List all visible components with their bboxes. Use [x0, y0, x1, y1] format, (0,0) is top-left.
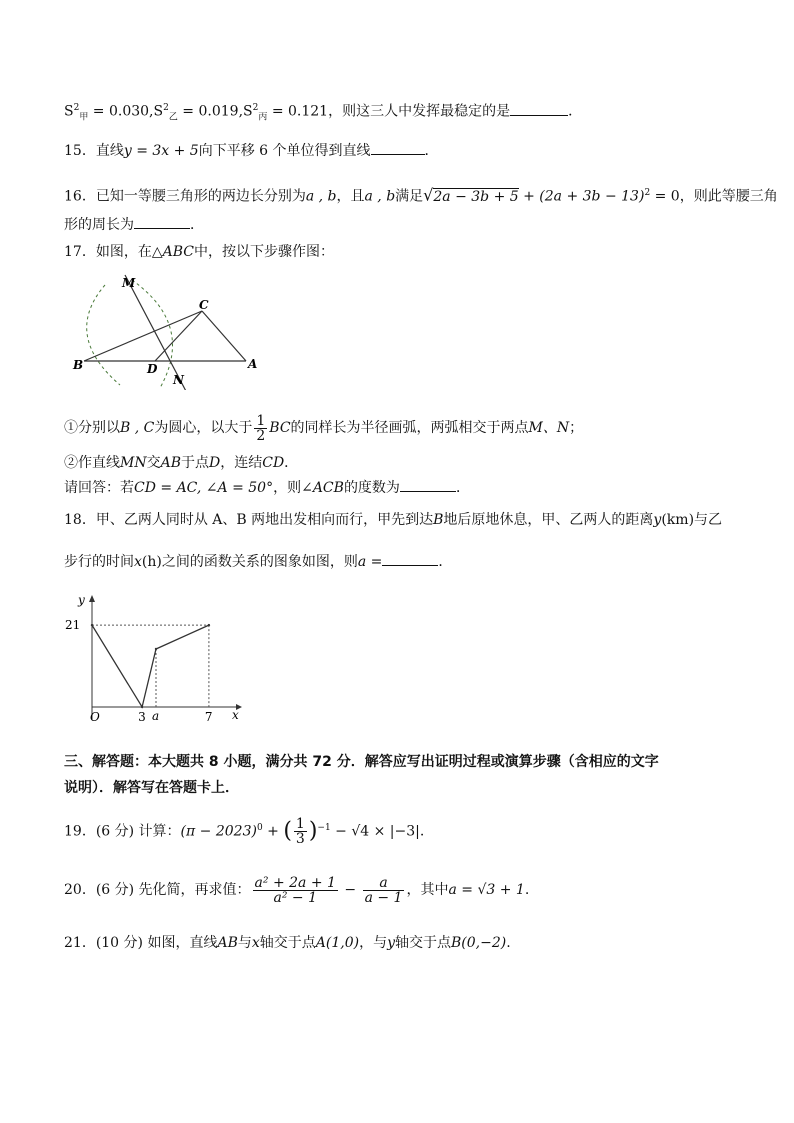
period: . [419, 823, 425, 840]
q18-b: B [433, 512, 444, 528]
period: ． [438, 554, 453, 570]
step2-text-e: ，连结 [220, 455, 263, 471]
step2-cd: CD [262, 455, 285, 471]
q18-y: y [653, 512, 662, 528]
q17-abc: ABC [162, 244, 194, 260]
q16-line2: 形的周长为 [64, 217, 134, 233]
q18-text-a: 18．甲、乙两人同时从 A、B 两地出发相向而行，甲先到达 [64, 512, 434, 528]
period: ． [455, 480, 470, 496]
step2-mn: MN [120, 455, 147, 471]
q15-text: 向下平移 6 个单位得到直线 [198, 143, 371, 159]
y-axis-arrow [89, 595, 95, 602]
label-m: M [122, 276, 136, 290]
question-18-line1 [64, 510, 722, 530]
value-yi: = 0.019, [177, 103, 244, 120]
question-17-intro [64, 242, 334, 262]
s-symbol: S [153, 103, 164, 120]
q16-text-d: = 0，则此等腰三角 [650, 188, 778, 205]
segment-cd [155, 311, 202, 361]
step2-text-b: 交 [146, 455, 161, 471]
step2-text-a: ②作直线 [64, 455, 120, 471]
section-3-heading-line1 [64, 752, 659, 772]
data-point-2 [155, 648, 157, 650]
step1-mn: M、N [528, 420, 570, 436]
q20-number: 20．(6 分) 先化简，再求值： [64, 882, 251, 898]
q18-text-e: 步行的时间 [64, 554, 134, 570]
label-d: D [147, 362, 158, 376]
q16-vars: a , b [305, 188, 337, 205]
sub-jia: 甲 [79, 112, 89, 123]
section-3-text2: 说明）．解答写在答题卡上． [64, 780, 239, 796]
section-3-text1: 三、解答题：本大题共 8 小题，满分共 72 分．解答应写出证明过程或演算步骤（含相应的文字 [64, 754, 659, 770]
q20-minus: − [339, 882, 361, 898]
sub-yi: 乙 [168, 112, 178, 123]
triangle-construction-figure [70, 270, 270, 390]
question-20 [64, 873, 529, 907]
question-17-step2 [64, 453, 298, 473]
q20-condition: a = √3 + 1 [448, 882, 525, 898]
label-a: A [248, 357, 258, 371]
q19-number: 19．(6 分) 计算： [64, 823, 181, 840]
q16-text-a: 16．已知一等腰三角形的两边长分别为 [64, 188, 306, 205]
tick-label-origin: O [90, 710, 100, 724]
frac-num: 1 [256, 412, 266, 429]
frac-num: 1 [295, 816, 305, 833]
answer-blank [400, 477, 456, 492]
q18-x: x [134, 554, 142, 570]
q21-text-d: 轴交于点 [395, 935, 451, 951]
answer-blank [371, 140, 425, 155]
fraction-1 [253, 876, 338, 905]
q15-expression: y = 3x + 5 [123, 143, 199, 159]
s-symbol: S [64, 103, 74, 120]
q17-text-a: 17．如图，在△ [64, 244, 163, 260]
q21-text-b: 轴交于点 [259, 935, 316, 951]
answer-blank [510, 101, 568, 116]
q21-x: x [251, 935, 260, 951]
question-19: 19．(6 分) 计算：$(\pi - 2023)^0$ + ( $\frac{1}{3}$ )$^{-1}$ − √4 × |−3|. [64, 816, 425, 848]
q21-point-a: A(1,0) [315, 935, 360, 951]
side-ca [202, 311, 246, 361]
q17-text-b: 中，按以下步骤作图： [193, 244, 334, 260]
q20-text: ，其中 [406, 882, 449, 898]
q14-text: ，则这三人中发挥最稳定的是 [328, 103, 511, 120]
step2-text-c: 于点 [181, 455, 209, 471]
q16-text-b: ，且 [336, 188, 365, 205]
frac1-den: a² − 1 [273, 889, 317, 906]
question-21 [64, 933, 511, 953]
data-point-1 [141, 706, 143, 708]
q18-unit-km: (km) [661, 512, 695, 528]
frac2-num: a [363, 876, 405, 891]
period: . [524, 882, 530, 898]
step1-text-a: ①分别以 [64, 420, 120, 436]
step1-text-b: 为圆心，以大于 [154, 420, 253, 436]
sqrt-sign: √ [423, 185, 434, 205]
step1-bc: B , C [120, 420, 155, 436]
step1-text-c: 的同样长为半径画弧，两弧相交于两点 [290, 420, 529, 436]
q21-point-b: B(0,−2) [451, 935, 507, 951]
ask-acb: ACB [312, 480, 344, 496]
q16-vars: a , b [364, 188, 396, 205]
q19-plus: + [262, 823, 284, 840]
label-n: N [173, 373, 184, 387]
frac1-num: a² + 2a + 1 [254, 874, 336, 891]
step2-d: D [209, 455, 221, 471]
answer-blank [134, 214, 190, 229]
q18-text-d: 与乙 [694, 512, 723, 528]
q16-text-c: 满足 [395, 188, 424, 205]
q21-number: 21．(10 分) 如图，直线 [64, 935, 218, 951]
q19-expr-a: (π − 2023) [180, 823, 257, 840]
tick-label-x-a: a [152, 709, 160, 723]
frac-den: 2 [256, 427, 266, 444]
label-c: C [199, 298, 209, 312]
fraction-third [294, 817, 307, 846]
q14-variance-line: $S^2_甲 = 0.030,S^2_乙 = 0.019,S^2_丙 = 0.121$，则这三人中发挥最稳定的是 ． [64, 98, 582, 127]
value-jia: = 0.030, [88, 103, 154, 120]
q15-number: 15．直线 [64, 143, 124, 159]
question-15 [64, 140, 439, 161]
distance-time-graph [64, 592, 244, 727]
data-point-0 [91, 624, 93, 626]
series-line [92, 625, 209, 707]
period: ． [190, 217, 204, 233]
q16-square-term: + (2a + 3b − 13) [518, 188, 645, 205]
q19-exp-neg1: −1 [317, 823, 331, 833]
q18-a-var: a = [357, 554, 383, 570]
ask-text-a: 请回答：若 [64, 480, 134, 496]
answer-blank [382, 551, 438, 566]
period: ． [424, 143, 439, 159]
q19-exp0: 0 [256, 823, 263, 833]
ask-condition: CD = AC, ∠A = 50° [134, 480, 274, 496]
tick-label-x-7: 7 [204, 710, 213, 724]
fraction-2 [363, 876, 405, 905]
section-3-heading-line2 [64, 778, 239, 798]
q21-text-c: ，与 [359, 935, 388, 951]
step2-ab: AB [160, 455, 181, 471]
fraction-half [254, 414, 267, 443]
question-16-line1: 16．已知一等腰三角形的两边长分别为a , b，且a , b满足$√2a - 3b + 5 + (2a + 3b - 13)^2 = 0$，则此等腰三角 [64, 185, 778, 205]
side-bc [84, 311, 202, 361]
question-17-ask [64, 477, 470, 498]
q16-radicand: 2a − 3b + 5 [433, 188, 519, 205]
period: ． [284, 455, 299, 471]
tick-label-x-3: 3 [138, 710, 146, 724]
ask-text-b: ，则∠ [273, 480, 313, 496]
period: ． [568, 103, 583, 120]
q21-y: y [387, 935, 395, 951]
q18-unit-h: (h) [141, 554, 162, 570]
frac-den: 3 [295, 831, 305, 848]
period: . [506, 935, 511, 951]
ask-text-c: 的度数为 [343, 480, 400, 496]
question-17-step1 [64, 412, 583, 444]
q18-text-c: 地后原地休息，甲、乙两人的距离 [443, 512, 654, 528]
value-bing: = 0.121 [267, 103, 329, 120]
x-axis-label: x [232, 708, 239, 722]
s-symbol: S [243, 103, 253, 120]
q18-text-f: 之间的函数关系的图象如图，则 [161, 554, 358, 570]
question-18-line2 [64, 551, 452, 572]
y-axis-label: y [78, 593, 85, 607]
semicolon: ； [569, 420, 584, 436]
data-point-3 [208, 624, 210, 626]
question-16-line2 [64, 214, 204, 235]
q21-ab: AB [217, 935, 238, 951]
q21-text-a: 与 [237, 935, 252, 951]
sub-bing: 丙 [258, 112, 268, 123]
label-b: B [73, 358, 84, 372]
tick-label-y-21: 21 [65, 618, 81, 633]
frac2-den: a − 1 [364, 889, 403, 906]
step1-bc2: BC [269, 420, 291, 436]
arc-from-c [87, 285, 120, 385]
q19-expr-b: − √4 × |−3| [330, 823, 420, 840]
